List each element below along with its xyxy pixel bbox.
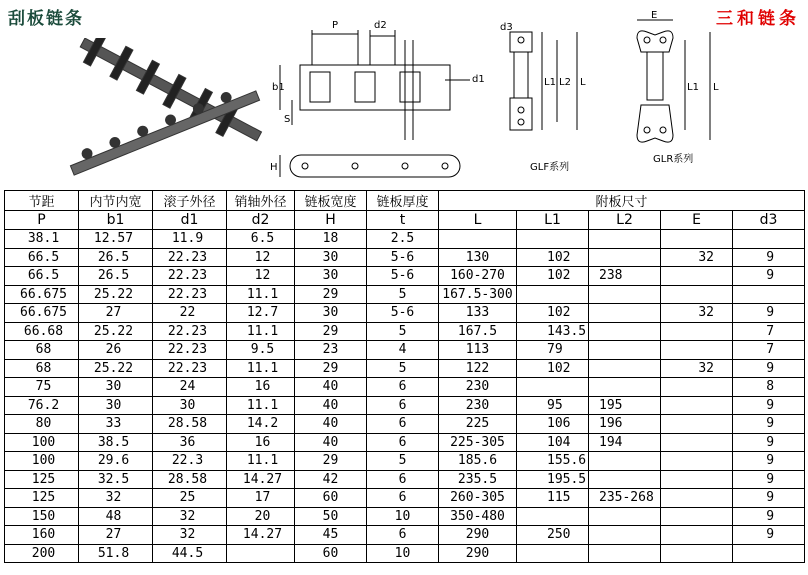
sym-e: E bbox=[661, 211, 733, 230]
table-cell: 22.23 bbox=[153, 322, 227, 341]
table-cell: 48 bbox=[79, 507, 153, 526]
table-cell: 38.5 bbox=[79, 433, 153, 452]
table-cell: 66.675 bbox=[5, 285, 79, 304]
table-cell: 195.5 bbox=[517, 470, 589, 489]
table-cell: 6.5 bbox=[227, 230, 295, 249]
table-cell: 102 bbox=[517, 248, 589, 267]
label-d2: d2 bbox=[374, 20, 387, 31]
table-cell: 24 bbox=[153, 378, 227, 397]
table-cell: 30 bbox=[79, 396, 153, 415]
table-cell: 12 bbox=[227, 248, 295, 267]
table-cell: 22 bbox=[153, 304, 227, 323]
table-cell: 60 bbox=[295, 489, 367, 508]
table-cell: 160 bbox=[5, 526, 79, 545]
table-cell: 17 bbox=[227, 489, 295, 508]
table-cell: 260-305 bbox=[439, 489, 517, 508]
table-cell: 32 bbox=[153, 526, 227, 545]
table-cell: 76.2 bbox=[5, 396, 79, 415]
table-cell: 66.675 bbox=[5, 304, 79, 323]
table-cell: 100 bbox=[5, 452, 79, 471]
table-cell: 5-6 bbox=[367, 248, 439, 267]
table-row bbox=[5, 304, 805, 323]
table-cell bbox=[661, 544, 733, 563]
table-cell: 6 bbox=[367, 396, 439, 415]
table-cell: 79 bbox=[517, 341, 589, 360]
header-attachment-dims: 附板尺寸 bbox=[439, 191, 805, 211]
table-cell: 230 bbox=[439, 396, 517, 415]
table-row bbox=[5, 526, 805, 545]
header-plate-thickness: 链板厚度 bbox=[367, 191, 439, 211]
table-cell: 9 bbox=[733, 304, 805, 323]
table-cell bbox=[589, 507, 661, 526]
table-row bbox=[5, 507, 805, 526]
glr-caption: GLR系列 bbox=[653, 154, 694, 165]
table-cell bbox=[589, 230, 661, 249]
table-cell: 68 bbox=[5, 341, 79, 360]
table-cell bbox=[733, 230, 805, 249]
table-cell bbox=[661, 341, 733, 360]
sym-l1: L1 bbox=[517, 211, 589, 230]
table-cell: 42 bbox=[295, 470, 367, 489]
table-cell: 5 bbox=[367, 285, 439, 304]
table-cell: 9 bbox=[733, 507, 805, 526]
table-cell: 26.5 bbox=[79, 248, 153, 267]
table-row bbox=[5, 378, 805, 397]
table-cell bbox=[589, 248, 661, 267]
table-cell: 25 bbox=[153, 489, 227, 508]
table-cell bbox=[661, 267, 733, 286]
table-cell: 9 bbox=[733, 396, 805, 415]
table-row bbox=[5, 341, 805, 360]
table-cell: 102 bbox=[517, 267, 589, 286]
table-cell: 9 bbox=[733, 359, 805, 378]
page-title: 刮板链条 bbox=[8, 9, 84, 29]
table-cell: 6 bbox=[367, 489, 439, 508]
table-cell bbox=[661, 322, 733, 341]
table-cell: 11.1 bbox=[227, 396, 295, 415]
table-cell: 60 bbox=[295, 544, 367, 563]
sym-d1: d1 bbox=[153, 211, 227, 230]
table-cell: 30 bbox=[295, 304, 367, 323]
table-row bbox=[5, 322, 805, 341]
table-cell: 16 bbox=[227, 378, 295, 397]
table-cell: 30 bbox=[153, 396, 227, 415]
table-cell: 40 bbox=[295, 433, 367, 452]
table-cell bbox=[517, 285, 589, 304]
table-cell: 290 bbox=[439, 544, 517, 563]
table-cell: 66.68 bbox=[5, 322, 79, 341]
table-row bbox=[5, 267, 805, 286]
table-cell: 6 bbox=[367, 415, 439, 434]
table-cell: 26 bbox=[79, 341, 153, 360]
table-cell: 5 bbox=[367, 452, 439, 471]
table-cell: 250 bbox=[517, 526, 589, 545]
table-cell: 29 bbox=[295, 359, 367, 378]
label-l-glr: L bbox=[713, 82, 719, 93]
header-pitch: 节距 bbox=[5, 191, 79, 211]
table-cell: 6 bbox=[367, 433, 439, 452]
table-cell bbox=[661, 230, 733, 249]
table-cell: 9 bbox=[733, 452, 805, 471]
table-cell: 125 bbox=[5, 489, 79, 508]
header-roller-diameter: 滚子外径 bbox=[153, 191, 227, 211]
label-d3: d3 bbox=[500, 22, 513, 33]
table-cell: 106 bbox=[517, 415, 589, 434]
table-cell: 18 bbox=[295, 230, 367, 249]
table-cell: 36 bbox=[153, 433, 227, 452]
table-cell: 20 bbox=[227, 507, 295, 526]
label-l1-glr: L1 bbox=[687, 82, 699, 93]
table-cell: 40 bbox=[295, 415, 367, 434]
table-cell: 45 bbox=[295, 526, 367, 545]
table-cell: 9 bbox=[733, 470, 805, 489]
table-cell: 104 bbox=[517, 433, 589, 452]
table-cell: 22.23 bbox=[153, 285, 227, 304]
table-cell: 38.1 bbox=[5, 230, 79, 249]
table-cell: 2.5 bbox=[367, 230, 439, 249]
table-cell: 22.23 bbox=[153, 248, 227, 267]
table-cell: 12.7 bbox=[227, 304, 295, 323]
table-cell: 7 bbox=[733, 341, 805, 360]
chain-photo bbox=[55, 38, 270, 178]
table-cell: 32 bbox=[661, 248, 733, 267]
chain-side-view-diagram bbox=[270, 10, 490, 185]
table-cell: 9 bbox=[733, 433, 805, 452]
table-cell: 75 bbox=[5, 378, 79, 397]
table-cell: 167.5 bbox=[439, 322, 517, 341]
table-cell: 27 bbox=[79, 526, 153, 545]
table-row bbox=[5, 248, 805, 267]
table-cell: 238 bbox=[589, 267, 661, 286]
table-cell bbox=[589, 452, 661, 471]
table-cell: 7 bbox=[733, 322, 805, 341]
table-cell: 122 bbox=[439, 359, 517, 378]
table-cell: 22.23 bbox=[153, 341, 227, 360]
table-cell: 32 bbox=[153, 507, 227, 526]
table-cell: 44.5 bbox=[153, 544, 227, 563]
table-cell: 102 bbox=[517, 359, 589, 378]
table-cell: 9 bbox=[733, 526, 805, 545]
table-cell bbox=[439, 230, 517, 249]
table-cell: 11.9 bbox=[153, 230, 227, 249]
table-cell bbox=[227, 544, 295, 563]
label-h: H bbox=[270, 162, 278, 173]
table-cell: 95 bbox=[517, 396, 589, 415]
label-l2: L2 bbox=[559, 77, 571, 88]
table-cell: 155.6 bbox=[517, 452, 589, 471]
table-row bbox=[5, 285, 805, 304]
table-cell: 230 bbox=[439, 378, 517, 397]
table-row bbox=[5, 396, 805, 415]
table-cell bbox=[661, 378, 733, 397]
table-row bbox=[5, 470, 805, 489]
table-row bbox=[5, 415, 805, 434]
table-cell bbox=[661, 415, 733, 434]
table-cell: 30 bbox=[79, 378, 153, 397]
table-cell: 29 bbox=[295, 452, 367, 471]
table-cell: 9 bbox=[733, 248, 805, 267]
table-cell: 5 bbox=[367, 322, 439, 341]
table-cell bbox=[589, 359, 661, 378]
table-cell bbox=[661, 396, 733, 415]
table-cell: 66.5 bbox=[5, 267, 79, 286]
label-p: P bbox=[332, 20, 339, 31]
table-cell: 68 bbox=[5, 359, 79, 378]
table-cell: 9 bbox=[733, 489, 805, 508]
table-cell: 225-305 bbox=[439, 433, 517, 452]
header-inner-width: 内节内宽 bbox=[79, 191, 153, 211]
table-cell bbox=[661, 489, 733, 508]
table-cell: 22.3 bbox=[153, 452, 227, 471]
table-cell: 5-6 bbox=[367, 304, 439, 323]
table-cell: 185.6 bbox=[439, 452, 517, 471]
table-cell: 235-268 bbox=[589, 489, 661, 508]
table-cell: 11.1 bbox=[227, 322, 295, 341]
table-cell bbox=[661, 526, 733, 545]
table-cell bbox=[589, 304, 661, 323]
header-plate-width: 链板宽度 bbox=[295, 191, 367, 211]
table-cell: 10 bbox=[367, 507, 439, 526]
table-cell: 290 bbox=[439, 526, 517, 545]
table-cell bbox=[733, 544, 805, 563]
table-cell bbox=[589, 285, 661, 304]
table-cell bbox=[517, 544, 589, 563]
table-cell: 6 bbox=[367, 378, 439, 397]
table-cell: 200 bbox=[5, 544, 79, 563]
table-cell: 130 bbox=[439, 248, 517, 267]
table-cell: 12.57 bbox=[79, 230, 153, 249]
table-cell: 22.23 bbox=[153, 359, 227, 378]
table-cell bbox=[661, 285, 733, 304]
table-cell: 40 bbox=[295, 378, 367, 397]
table-cell: 29 bbox=[295, 322, 367, 341]
table-cell bbox=[517, 507, 589, 526]
table-cell bbox=[733, 285, 805, 304]
table-row bbox=[5, 544, 805, 563]
table-cell: 40 bbox=[295, 396, 367, 415]
table-cell: 102 bbox=[517, 304, 589, 323]
sym-d2: d2 bbox=[227, 211, 295, 230]
table-cell: 350-480 bbox=[439, 507, 517, 526]
table-cell: 30 bbox=[295, 267, 367, 286]
table-cell: 6 bbox=[367, 526, 439, 545]
table-cell: 25.22 bbox=[79, 285, 153, 304]
sym-p: P bbox=[5, 211, 79, 230]
table-cell: 196 bbox=[589, 415, 661, 434]
table-cell: 14.27 bbox=[227, 526, 295, 545]
table-cell: 100 bbox=[5, 433, 79, 452]
table-cell: 25.22 bbox=[79, 322, 153, 341]
table-cell: 133 bbox=[439, 304, 517, 323]
table-cell bbox=[589, 544, 661, 563]
table-row bbox=[5, 489, 805, 508]
table-cell: 16 bbox=[227, 433, 295, 452]
table-cell: 115 bbox=[517, 489, 589, 508]
table-cell: 9 bbox=[733, 415, 805, 434]
sym-h: H bbox=[295, 211, 367, 230]
table-cell: 22.23 bbox=[153, 267, 227, 286]
table-row bbox=[5, 359, 805, 378]
header-pin-diameter: 销轴外径 bbox=[227, 191, 295, 211]
table-cell bbox=[589, 470, 661, 489]
table-cell: 50 bbox=[295, 507, 367, 526]
table-cell bbox=[661, 433, 733, 452]
table-cell: 26.5 bbox=[79, 267, 153, 286]
table-cell: 28.58 bbox=[153, 470, 227, 489]
table-cell: 27 bbox=[79, 304, 153, 323]
sym-b1: b1 bbox=[79, 211, 153, 230]
table-cell: 51.8 bbox=[79, 544, 153, 563]
table-row bbox=[5, 230, 805, 249]
table-cell: 150 bbox=[5, 507, 79, 526]
label-e: E bbox=[651, 10, 658, 21]
table-cell: 25.22 bbox=[79, 359, 153, 378]
table-cell: 33 bbox=[79, 415, 153, 434]
table-cell: 9.5 bbox=[227, 341, 295, 360]
table-cell: 29 bbox=[295, 285, 367, 304]
sym-d3: d3 bbox=[733, 211, 805, 230]
glf-attachment-diagram bbox=[492, 10, 602, 180]
table-cell bbox=[589, 378, 661, 397]
table-cell: 11.1 bbox=[227, 452, 295, 471]
table-cell: 8 bbox=[733, 378, 805, 397]
label-s: S bbox=[284, 114, 291, 125]
table-cell: 14.27 bbox=[227, 470, 295, 489]
table-cell bbox=[589, 341, 661, 360]
table-cell: 143.5 bbox=[517, 322, 589, 341]
table-cell bbox=[589, 322, 661, 341]
table-cell bbox=[661, 470, 733, 489]
label-b1: b1 bbox=[272, 82, 285, 93]
table-cell: 14.2 bbox=[227, 415, 295, 434]
table-cell bbox=[517, 378, 589, 397]
table-cell: 4 bbox=[367, 341, 439, 360]
table-cell: 23 bbox=[295, 341, 367, 360]
table-cell: 32 bbox=[661, 359, 733, 378]
table-cell: 9 bbox=[733, 267, 805, 286]
brand-name: 三和链条 bbox=[716, 9, 800, 29]
table-cell: 194 bbox=[589, 433, 661, 452]
table-cell: 167.5-300 bbox=[439, 285, 517, 304]
table-cell: 10 bbox=[367, 544, 439, 563]
glf-caption: GLF系列 bbox=[530, 162, 570, 173]
table-cell: 6 bbox=[367, 470, 439, 489]
table-cell: 195 bbox=[589, 396, 661, 415]
table-cell: 125 bbox=[5, 470, 79, 489]
table-cell: 5-6 bbox=[367, 267, 439, 286]
table-cell: 32 bbox=[79, 489, 153, 508]
label-l1: L1 bbox=[544, 77, 556, 88]
table-cell: 225 bbox=[439, 415, 517, 434]
table-cell: 32.5 bbox=[79, 470, 153, 489]
sym-l2: L2 bbox=[589, 211, 661, 230]
table-cell: 29.6 bbox=[79, 452, 153, 471]
table-cell: 66.5 bbox=[5, 248, 79, 267]
table-cell: 11.1 bbox=[227, 359, 295, 378]
table-cell bbox=[517, 230, 589, 249]
sym-t: t bbox=[367, 211, 439, 230]
label-d1: d1 bbox=[472, 74, 485, 85]
table-row bbox=[5, 452, 805, 471]
table-cell: 11.1 bbox=[227, 285, 295, 304]
table-cell: 12 bbox=[227, 267, 295, 286]
table-cell: 113 bbox=[439, 341, 517, 360]
table-cell: 28.58 bbox=[153, 415, 227, 434]
table-cell: 160-270 bbox=[439, 267, 517, 286]
table-row bbox=[5, 433, 805, 452]
table-cell bbox=[589, 526, 661, 545]
chain-spec-table bbox=[4, 190, 805, 563]
table-cell: 32 bbox=[661, 304, 733, 323]
label-l: L bbox=[580, 77, 586, 88]
sym-l: L bbox=[439, 211, 517, 230]
table-cell: 235.5 bbox=[439, 470, 517, 489]
glr-attachment-diagram bbox=[625, 10, 735, 180]
table-cell bbox=[661, 507, 733, 526]
table-cell: 5 bbox=[367, 359, 439, 378]
table-cell: 80 bbox=[5, 415, 79, 434]
table-cell: 30 bbox=[295, 248, 367, 267]
table-cell bbox=[661, 452, 733, 471]
